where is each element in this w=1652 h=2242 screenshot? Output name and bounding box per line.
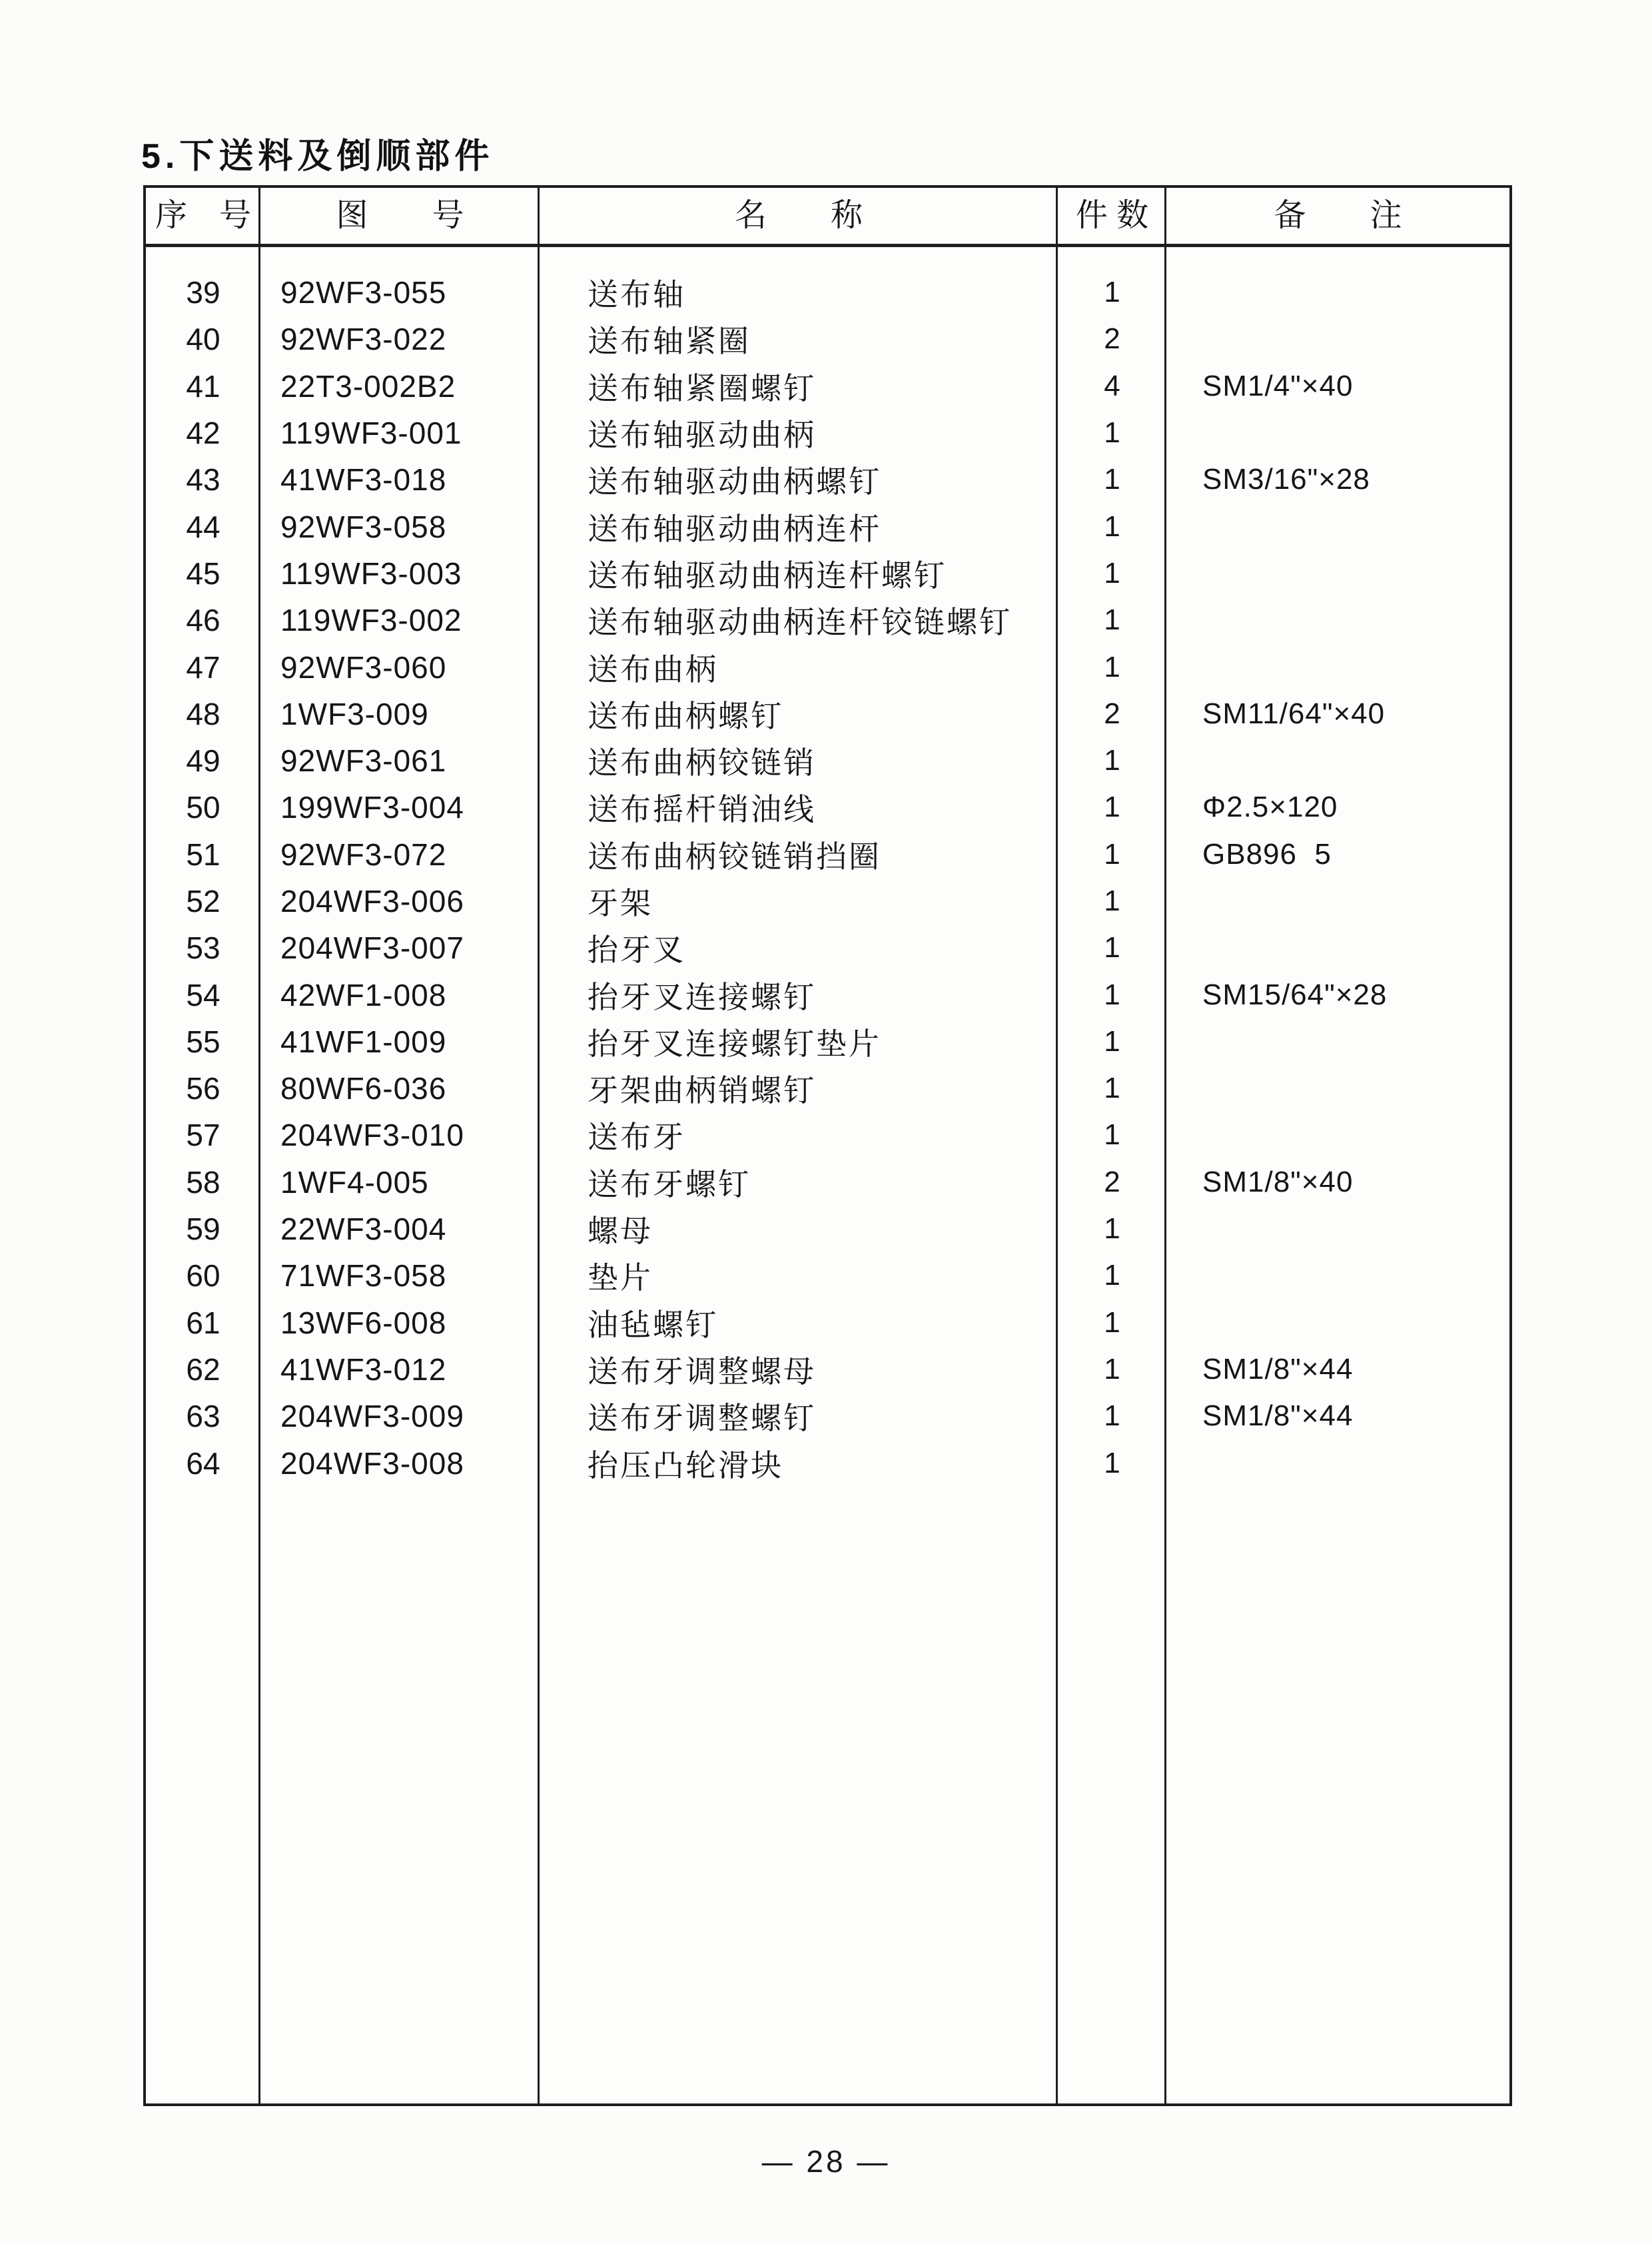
row-part-name: 送布轴紧圈 (588, 324, 751, 359)
row-remark: SM1/8"×44 (1202, 1352, 1354, 1385)
row-part-name: 送布轴驱动曲柄连杆 (588, 511, 881, 546)
row-remark: SM1/4"×40 (1202, 369, 1354, 402)
row-serial: 56 (186, 1071, 220, 1106)
row-part-name: 抬牙叉 (588, 933, 685, 968)
row-serial: 41 (186, 368, 220, 404)
row-part-code: 92WF3-072 (280, 837, 447, 872)
row-serial: 47 (186, 649, 220, 685)
row-quantity: 1 (1104, 931, 1120, 964)
row-serial: 62 (186, 1351, 220, 1387)
row-part-code: 1WF4-005 (280, 1164, 429, 1200)
row-serial: 59 (186, 1212, 220, 1247)
row-part-code: 80WF6-036 (280, 1071, 447, 1106)
row-part-name: 送布曲柄铰链销 (588, 745, 816, 781)
row-part-name: 送布曲柄螺钉 (588, 698, 783, 733)
table-row (146, 410, 1509, 456)
row-quantity: 1 (1104, 978, 1120, 1011)
row-serial: 49 (186, 743, 220, 779)
page-number: — 28 — (761, 2144, 891, 2179)
row-part-code: 41WF1-009 (280, 1024, 447, 1059)
row-serial: 61 (186, 1305, 220, 1340)
table-row (146, 691, 1509, 737)
row-quantity: 1 (1104, 463, 1120, 496)
row-quantity: 1 (1104, 556, 1120, 589)
row-part-name: 送布曲柄铰链销挡圈 (588, 839, 881, 874)
row-quantity: 1 (1104, 650, 1120, 683)
row-part-code: 71WF3-058 (280, 1258, 447, 1294)
table-row (146, 269, 1509, 316)
row-quantity: 1 (1104, 603, 1120, 637)
row-quantity: 4 (1104, 369, 1120, 402)
row-part-code: 22WF3-004 (280, 1212, 447, 1247)
row-part-name: 抬牙叉连接螺钉垫片 (588, 1026, 881, 1061)
row-quantity: 1 (1104, 837, 1120, 871)
table-row (146, 737, 1509, 784)
row-serial: 43 (186, 462, 220, 498)
table-row (146, 316, 1509, 362)
row-serial: 57 (186, 1118, 220, 1153)
table-header-row (146, 188, 1509, 247)
row-part-name: 送布摇杆销油线 (588, 792, 816, 827)
row-quantity: 1 (1104, 276, 1120, 309)
row-part-code: 92WF3-058 (280, 509, 447, 544)
row-serial: 53 (186, 931, 220, 966)
row-part-code: 204WF3-009 (280, 1399, 464, 1434)
row-quantity: 1 (1104, 1352, 1120, 1385)
table-row (146, 1065, 1509, 1112)
row-quantity: 1 (1104, 1024, 1120, 1058)
table-row (146, 784, 1509, 831)
row-part-code: 119WF3-003 (280, 556, 462, 591)
row-part-name: 抬压凸轮滑块 (588, 1447, 783, 1483)
row-quantity: 1 (1104, 1446, 1120, 1479)
header-quantity: 件 数 (1075, 198, 1149, 233)
row-part-name: 送布曲柄 (588, 651, 718, 687)
table-row (146, 1300, 1509, 1346)
row-part-code: 119WF3-001 (280, 416, 462, 451)
row-part-name: 送布轴驱动曲柄螺钉 (588, 464, 881, 500)
row-part-code: 41WF3-012 (280, 1351, 447, 1387)
row-quantity: 1 (1104, 416, 1120, 450)
row-remark: GB896 5 (1202, 837, 1332, 871)
row-part-code: 204WF3-008 (280, 1445, 464, 1481)
parts-table (143, 185, 1512, 2106)
row-remark: SM1/8"×40 (1202, 1165, 1354, 1198)
row-part-name: 垫片 (588, 1260, 653, 1296)
row-part-code: 92WF3-061 (280, 743, 447, 779)
row-remark: SM15/64"×28 (1202, 978, 1388, 1011)
row-part-name: 送布牙调整螺母 (588, 1353, 816, 1389)
table-row (146, 1252, 1509, 1299)
row-serial: 54 (186, 977, 220, 1012)
row-quantity: 1 (1104, 791, 1120, 824)
table-row (146, 831, 1509, 878)
row-part-name: 送布轴紧圈螺钉 (588, 370, 816, 406)
row-part-name: 送布牙螺钉 (588, 1166, 751, 1202)
row-part-code: 204WF3-006 (280, 884, 464, 919)
header-serial: 序 号 (155, 198, 251, 233)
row-quantity: 1 (1104, 1259, 1120, 1292)
row-serial: 50 (186, 790, 220, 825)
row-serial: 40 (186, 322, 220, 357)
row-part-code: 1WF3-009 (280, 696, 429, 731)
header-part-name: 名 称 (734, 198, 863, 233)
table-row (146, 363, 1509, 410)
row-quantity: 1 (1104, 885, 1120, 917)
row-part-name: 送布牙 (588, 1120, 685, 1155)
row-part-code: 204WF3-007 (280, 931, 464, 966)
row-part-name: 牙架 (588, 886, 653, 921)
table-row (146, 643, 1509, 690)
row-part-name: 抬牙叉连接螺钉 (588, 979, 816, 1014)
row-remark: SM3/16"×28 (1202, 463, 1370, 496)
row-serial: 42 (186, 416, 220, 451)
row-serial: 63 (186, 1399, 220, 1434)
row-part-name: 螺母 (588, 1214, 653, 1249)
table-row (146, 1018, 1509, 1065)
row-part-code: 204WF3-010 (280, 1118, 464, 1153)
row-quantity: 1 (1104, 744, 1120, 777)
row-part-name: 送布轴驱动曲柄 (588, 418, 816, 453)
row-serial: 52 (186, 884, 220, 919)
row-serial: 46 (186, 603, 220, 638)
row-part-name: 送布轴驱动曲柄连杆铰链螺钉 (588, 605, 1012, 640)
header-part-code: 图 号 (336, 198, 464, 233)
row-serial: 64 (186, 1445, 220, 1481)
table-row (146, 1393, 1509, 1439)
row-part-code: 92WF3-022 (280, 322, 447, 357)
table-row (146, 1206, 1509, 1252)
row-part-code: 13WF6-008 (280, 1305, 447, 1340)
table-row (146, 597, 1509, 643)
row-part-code: 92WF3-055 (280, 275, 447, 310)
row-quantity: 1 (1104, 1399, 1120, 1433)
row-quantity: 1 (1104, 510, 1120, 543)
row-quantity: 2 (1104, 697, 1120, 730)
row-part-code: 41WF3-018 (280, 462, 447, 498)
row-quantity: 1 (1104, 1212, 1120, 1246)
row-part-code: 92WF3-060 (280, 649, 447, 685)
row-serial: 51 (186, 837, 220, 872)
row-remark: SM11/64"×40 (1202, 697, 1386, 730)
row-quantity: 1 (1104, 1118, 1120, 1152)
row-part-name: 牙架曲柄销螺钉 (588, 1073, 816, 1108)
table-body (146, 269, 1509, 1487)
row-part-code: 42WF1-008 (280, 977, 447, 1012)
row-quantity: 2 (1104, 1165, 1120, 1198)
header-remarks: 备 注 (1274, 198, 1402, 233)
table-row (146, 878, 1509, 925)
row-part-code: 199WF3-004 (280, 790, 464, 825)
table-row (146, 925, 1509, 971)
row-part-code: 119WF3-002 (280, 603, 462, 638)
row-part-name: 送布轴驱动曲柄连杆螺钉 (588, 558, 947, 593)
table-row (146, 456, 1509, 503)
row-part-code: 22T3-002B2 (280, 368, 456, 404)
row-serial: 55 (186, 1024, 220, 1059)
table-row (146, 971, 1509, 1018)
page-title: 5.下送料及倒顺部件 (141, 137, 494, 176)
row-remark: Φ2.5×120 (1202, 791, 1338, 824)
row-serial: 45 (186, 556, 220, 591)
table-row (146, 1346, 1509, 1393)
row-serial: 60 (186, 1258, 220, 1294)
row-quantity: 1 (1104, 1072, 1120, 1105)
table-row (146, 1439, 1509, 1486)
row-part-name: 送布牙调整螺钉 (588, 1401, 816, 1436)
table-row (146, 1112, 1509, 1158)
row-serial: 58 (186, 1164, 220, 1200)
table-row (146, 503, 1509, 550)
row-remark: SM1/8"×44 (1202, 1399, 1354, 1433)
table-row (146, 550, 1509, 597)
table-row (146, 1159, 1509, 1206)
row-part-name: 送布轴 (588, 277, 685, 312)
row-part-name: 油毡螺钉 (588, 1307, 718, 1342)
row-serial: 48 (186, 696, 220, 731)
row-quantity: 2 (1104, 322, 1120, 356)
row-serial: 44 (186, 509, 220, 544)
row-serial: 39 (186, 275, 220, 310)
row-quantity: 1 (1104, 1306, 1120, 1339)
